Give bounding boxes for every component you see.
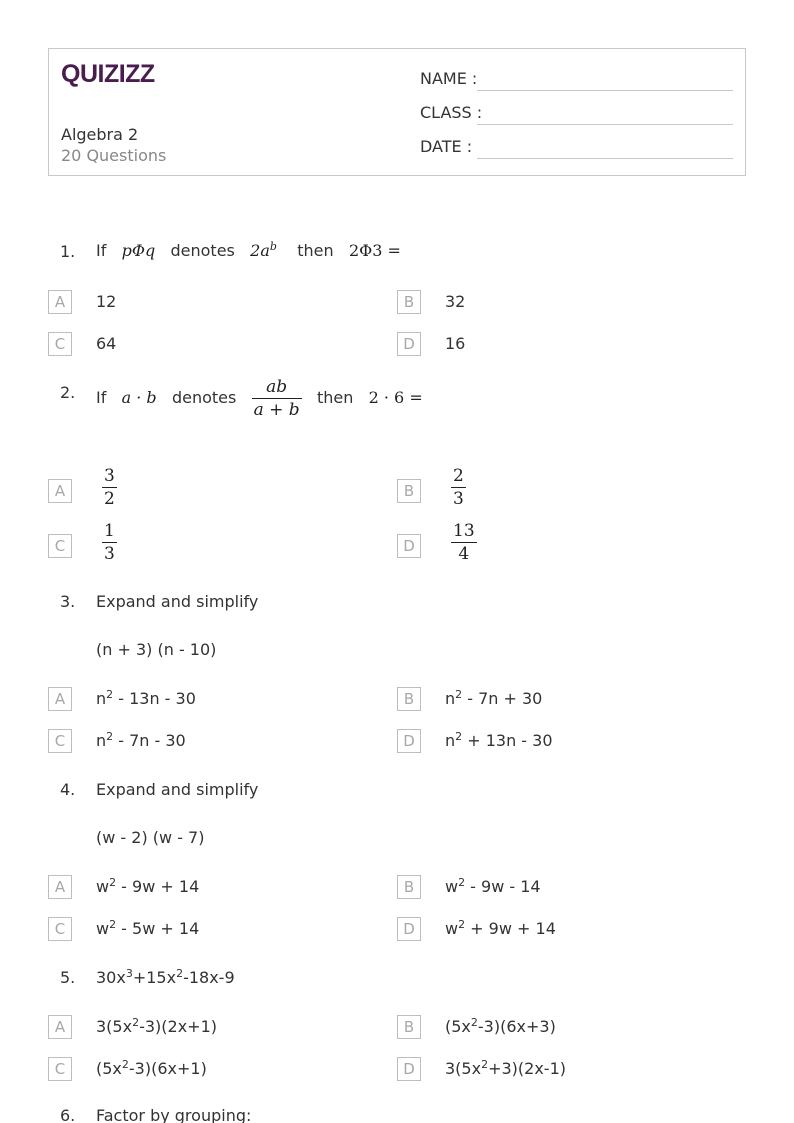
q4-a-rest: - 9w + 14 (116, 877, 200, 896)
q1-option-a: 12 (96, 292, 117, 311)
q3-a-rest: - 13n - 30 (113, 689, 196, 708)
q2-b-num: 2 (453, 466, 464, 486)
q4-option-c (96, 919, 199, 938)
q4-a-exp: 2 (109, 876, 117, 889)
q2-c-den: 3 (104, 544, 115, 564)
q2-c-num: 1 (104, 521, 115, 541)
q5-option-c (96, 1059, 207, 1078)
q2-d-num: 13 (453, 521, 475, 541)
q5-a-exp: 2 (132, 1016, 140, 1029)
q2-a-den: 2 (104, 489, 115, 509)
q2-if: If (96, 388, 107, 407)
q2-expr-adotb: a · b (121, 388, 157, 407)
question-3-expression: (n + 3) (n - 10) (96, 640, 217, 659)
q1-if: If (96, 241, 107, 260)
q1-option-d-box[interactable]: D (397, 332, 421, 356)
worksheet-header (48, 48, 746, 176)
q5-option-d (445, 1059, 566, 1078)
question-3-number: 3. (60, 592, 76, 611)
q3-a-base: n (96, 689, 107, 708)
q2-a-bar (102, 487, 117, 488)
q5-t2: +15x (132, 968, 177, 987)
q1-option-c-box[interactable]: C (48, 332, 72, 356)
question-2-text (96, 378, 423, 419)
q4-d-rest: + 9w + 14 (465, 919, 556, 938)
q5-b-p1: (5x (445, 1017, 471, 1036)
q5-t1: 30x (96, 968, 126, 987)
q3-c-exp: 2 (106, 730, 114, 743)
q5-c-p2: -3)(6x+1) (128, 1059, 207, 1078)
q3-option-b (445, 689, 542, 708)
q3-d-rest: + 13n - 30 (462, 731, 553, 750)
q1-expr-2phi3: 2Φ3 = (348, 241, 401, 260)
q2-d-den: 4 (458, 544, 470, 564)
q1-option-c: 64 (96, 334, 117, 353)
question-5-text (96, 968, 235, 987)
question-4-number: 4. (60, 780, 76, 799)
q5-b-exp: 2 (470, 1016, 478, 1029)
q2-b-bar (451, 487, 466, 488)
q1-expr-pphiq: pΦq (121, 241, 156, 260)
q2-then: then (316, 388, 354, 407)
q3-b-base: n (445, 689, 456, 708)
q3-c-rest: - 7n - 30 (113, 731, 186, 750)
q2-option-a-box[interactable]: A (48, 479, 72, 503)
q4-option-a-box[interactable]: A (48, 875, 72, 899)
q5-option-c-box[interactable]: C (48, 1057, 72, 1081)
q3-option-a-box[interactable]: A (48, 687, 72, 711)
q3-d-base: n (445, 731, 456, 750)
q1-option-b-box[interactable]: B (397, 290, 421, 314)
q5-b-p2: -3)(6x+3) (477, 1017, 556, 1036)
name-label: NAME : (420, 69, 478, 88)
q5-e2: 2 (176, 967, 184, 980)
q3-option-a (96, 689, 196, 708)
q4-d-base: w (445, 919, 459, 938)
q2-option-d-box[interactable]: D (397, 534, 421, 558)
q1-option-d: 16 (445, 334, 466, 353)
q4-a-base: w (96, 877, 110, 896)
q5-t3: -18x-9 (183, 968, 235, 987)
question-4-text: Expand and simplify (96, 780, 259, 799)
q4-option-b-box[interactable]: B (397, 875, 421, 899)
q5-d-p2: +3)(2x-1) (488, 1059, 566, 1078)
question-1-number: 1. (60, 242, 76, 261)
q3-option-d-box[interactable]: D (397, 729, 421, 753)
q3-b-exp: 2 (455, 688, 463, 701)
q4-c-base: w (96, 919, 110, 938)
q3-option-d (445, 731, 553, 750)
q3-option-b-box[interactable]: B (397, 687, 421, 711)
q4-option-a (96, 877, 199, 896)
q2-b-den: 3 (453, 489, 464, 509)
name-line (477, 90, 733, 91)
q4-option-c-box[interactable]: C (48, 917, 72, 941)
q2-option-d-fraction (451, 522, 477, 563)
q1-option-b: 32 (445, 292, 466, 311)
q1-expr-2ab (250, 241, 277, 260)
q3-option-c (96, 731, 186, 750)
date-label: DATE : (420, 137, 473, 156)
question-5-number: 5. (60, 968, 76, 987)
q1-option-a-box[interactable]: A (48, 290, 72, 314)
q4-b-base: w (445, 877, 459, 896)
q4-option-b (445, 877, 541, 896)
q2-fraction (252, 378, 302, 419)
quizizz-logo: QUIZIZZ (61, 60, 155, 88)
q1-exp-b: b (269, 240, 277, 253)
q2-option-a-fraction (102, 467, 117, 508)
question-6-number: 6. (60, 1106, 76, 1123)
q2-denotes: denotes (171, 388, 237, 407)
name-field[interactable] (420, 69, 733, 91)
question-4-expression: (w - 2) (w - 7) (96, 828, 205, 847)
q5-option-d-box[interactable]: D (397, 1057, 421, 1081)
q5-option-a-box[interactable]: A (48, 1015, 72, 1039)
q4-option-d-box[interactable]: D (397, 917, 421, 941)
q4-c-rest: - 5w + 14 (116, 919, 200, 938)
q5-a-p2: -3)(2x+1) (139, 1017, 217, 1036)
q4-b-exp: 2 (458, 876, 466, 889)
class-label: CLASS : (420, 103, 483, 122)
q2-fraction-bar (252, 398, 302, 399)
q5-option-a (96, 1017, 217, 1036)
q3-c-base: n (96, 731, 107, 750)
q2-option-c (102, 522, 117, 563)
q2-c-bar (102, 542, 117, 543)
q3-b-rest: - 7n + 30 (462, 689, 543, 708)
question-1-text (96, 241, 401, 260)
question-count: 20 Questions (61, 146, 167, 165)
q1-then: then (297, 241, 334, 260)
q2-option-c-box[interactable]: C (48, 534, 72, 558)
class-field[interactable] (420, 103, 733, 125)
q5-c-p1: (5x (96, 1059, 122, 1078)
q2-fraction-denominator: a + b (253, 400, 300, 420)
q1-2a: 2a (250, 241, 270, 260)
date-line (477, 158, 733, 159)
class-line (477, 124, 733, 125)
q5-option-b (445, 1017, 556, 1036)
q5-e1: 3 (125, 967, 133, 980)
question-2-number: 2. (60, 383, 76, 402)
q4-d-exp: 2 (458, 918, 466, 931)
q2-option-b-fraction (451, 467, 466, 508)
q5-c-exp: 2 (121, 1058, 129, 1071)
q2-option-b-box[interactable]: B (397, 479, 421, 503)
q3-a-exp: 2 (106, 688, 114, 701)
q5-d-p1: 3(5x (445, 1059, 482, 1078)
q2-option-c-fraction (102, 522, 117, 563)
q2-option-a (102, 467, 117, 508)
q3-d-exp: 2 (455, 730, 463, 743)
q4-c-exp: 2 (109, 918, 117, 931)
question-3-text: Expand and simplify (96, 592, 259, 611)
q1-denotes: denotes (170, 241, 235, 260)
worksheet-title: Algebra 2 (61, 125, 139, 144)
question-6-text: Factor by grouping: (96, 1106, 252, 1123)
q5-d-exp: 2 (481, 1058, 489, 1071)
q4-option-d (445, 919, 556, 938)
q5-option-b-box[interactable]: B (397, 1015, 421, 1039)
date-field[interactable] (420, 137, 733, 159)
q2-a-num: 3 (104, 466, 115, 486)
q2-fraction-numerator: ab (266, 377, 288, 397)
q2-d-bar (451, 542, 477, 543)
q4-b-rest: - 9w - 14 (465, 877, 541, 896)
q3-option-c-box[interactable]: C (48, 729, 72, 753)
q2-option-d (451, 522, 477, 563)
q2-option-b (451, 467, 466, 508)
q5-a-p1: 3(5x (96, 1017, 133, 1036)
q2-expr-2dot6: 2 · 6 = (368, 388, 423, 407)
